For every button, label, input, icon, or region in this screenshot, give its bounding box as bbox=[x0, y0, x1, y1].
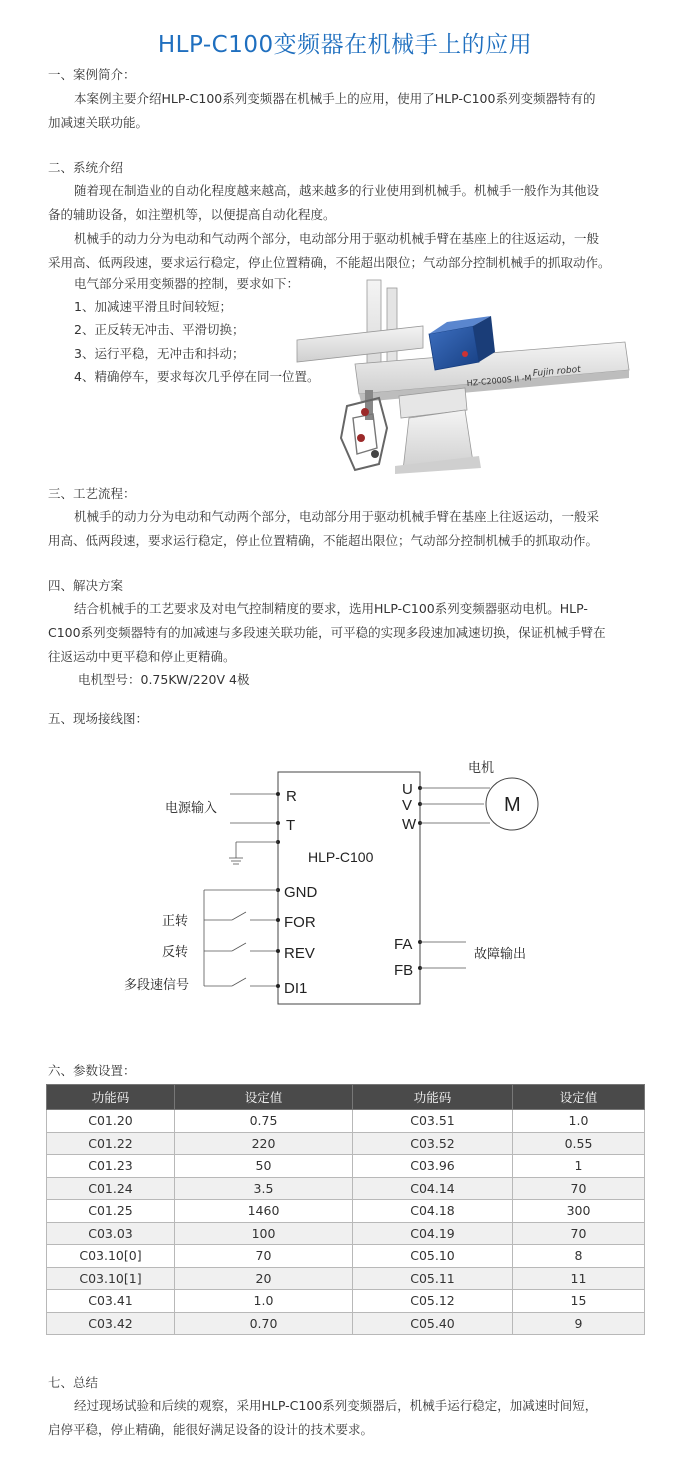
table-cell: C01.25 bbox=[47, 1200, 175, 1223]
terminal-fb: FB bbox=[394, 962, 414, 979]
reverse-label: 反转 bbox=[162, 944, 189, 959]
table-cell: C01.22 bbox=[47, 1132, 175, 1155]
table-cell: 70 bbox=[175, 1245, 353, 1268]
motor-symbol: M bbox=[504, 794, 521, 816]
wiring-diagram bbox=[110, 752, 590, 1042]
table-cell: C01.24 bbox=[47, 1177, 175, 1200]
paragraph-line: C100系列变频器特有的加减速与多段速关联功能，可平稳的实现多段速加减速切换，保证机械手臂在 bbox=[48, 625, 606, 640]
table-cell: 8 bbox=[513, 1245, 645, 1268]
table-cell: C03.03 bbox=[47, 1222, 175, 1245]
paragraph-line: 电气部分采用变频器的控制，要求如下： bbox=[74, 276, 300, 291]
table-cell: 220 bbox=[175, 1132, 353, 1155]
terminal-u: U bbox=[402, 781, 413, 798]
requirement-item: 3、运行平稳，无冲击和抖动； bbox=[74, 346, 245, 361]
terminal-gnd: GND bbox=[284, 884, 318, 901]
paragraph-line: 启停平稳，停止精确，能很好满足设备的设计的技术要求。 bbox=[48, 1422, 374, 1437]
table-header-row bbox=[47, 1085, 645, 1110]
table-cell: C03.10[1] bbox=[47, 1267, 175, 1290]
section-heading-solution: 四、解决方案 bbox=[48, 578, 124, 593]
header-code: 功能码 bbox=[353, 1085, 513, 1110]
table-cell: C03.10[0] bbox=[47, 1245, 175, 1268]
table-row bbox=[47, 1200, 645, 1223]
motor-model: 电机型号：0.75KW/220V 4极 bbox=[78, 672, 250, 687]
table-cell: C05.10 bbox=[353, 1245, 513, 1268]
robot-arm-photo bbox=[295, 278, 635, 474]
terminal-rev: REV bbox=[284, 945, 315, 962]
forward-label: 正转 bbox=[162, 913, 189, 928]
table-row bbox=[47, 1155, 645, 1178]
table-row bbox=[47, 1312, 645, 1335]
table-cell: C03.52 bbox=[353, 1132, 513, 1155]
table-cell: C01.20 bbox=[47, 1110, 175, 1133]
params-table bbox=[46, 1084, 645, 1335]
header-code: 功能码 bbox=[47, 1085, 175, 1110]
table-cell: C05.11 bbox=[353, 1267, 513, 1290]
section-heading-process: 三、工艺流程： bbox=[48, 486, 136, 501]
paragraph-line: 机械手的动力分为电动和气动两个部分，电动部分用于驱动机械手臂在基座上往返运动，一般采 bbox=[74, 509, 600, 524]
fault-output-label: 故障输出 bbox=[474, 946, 527, 961]
device-label: HLP-C100 bbox=[308, 849, 374, 865]
table-cell: 70 bbox=[513, 1177, 645, 1200]
section-heading-intro: 一、案例简介： bbox=[48, 67, 136, 82]
paragraph-line: 本案例主要介绍HLP-C100系列变频器在机械手上的应用，使用了HLP-C100系列变频器特有的 bbox=[74, 91, 596, 106]
section-heading-system: 二、系统介绍 bbox=[48, 160, 124, 175]
header-value: 设定值 bbox=[513, 1085, 645, 1110]
table-cell: 0.70 bbox=[175, 1312, 353, 1335]
terminal-di1: DI1 bbox=[284, 980, 308, 997]
table-cell: C05.12 bbox=[353, 1290, 513, 1313]
table-cell: C03.96 bbox=[353, 1155, 513, 1178]
table-cell: 1.0 bbox=[175, 1290, 353, 1313]
section-heading-wiring: 五、现场接线图： bbox=[48, 711, 149, 726]
table-row bbox=[47, 1110, 645, 1133]
paragraph-line: 经过现场试验和后续的观察，采用HLP-C100系列变频器后，机械手运行稳定，加减速时间短， bbox=[74, 1398, 598, 1413]
table-cell: 9 bbox=[513, 1312, 645, 1335]
robot-model-label: HZ-C2000S II -M bbox=[466, 373, 532, 388]
table-cell: 11 bbox=[513, 1267, 645, 1290]
table-cell: 15 bbox=[513, 1290, 645, 1313]
table-row bbox=[47, 1177, 645, 1200]
terminal-t: T bbox=[286, 817, 296, 834]
table-cell: C03.51 bbox=[353, 1110, 513, 1133]
table-cell: C04.14 bbox=[353, 1177, 513, 1200]
header-value: 设定值 bbox=[175, 1085, 353, 1110]
table-row bbox=[47, 1267, 645, 1290]
terminal-r: R bbox=[286, 788, 297, 805]
table-cell: C05.40 bbox=[353, 1312, 513, 1335]
table-cell: 0.75 bbox=[175, 1110, 353, 1133]
paragraph-line: 加减速关联功能。 bbox=[48, 115, 149, 130]
paragraph-line: 备的辅助设备，如注塑机等，以便提高自动化程度。 bbox=[48, 207, 336, 222]
table-cell: C01.23 bbox=[47, 1155, 175, 1178]
paragraph-line: 往返运动中更平稳和停止更精确。 bbox=[48, 649, 236, 664]
motor-label: 电机 bbox=[468, 760, 495, 775]
power-input-label: 电源输入 bbox=[165, 800, 218, 815]
section-heading-params: 六、参数设置： bbox=[48, 1063, 136, 1078]
table-cell: 1 bbox=[513, 1155, 645, 1178]
table-cell: 0.55 bbox=[513, 1132, 645, 1155]
terminal-v: V bbox=[402, 797, 413, 814]
table-cell: 300 bbox=[513, 1200, 645, 1223]
paragraph-line: 随着现在制造业的自动化程度越来越高，越来越多的行业使用到机械手。机械手一般作为其他设 bbox=[74, 183, 600, 198]
table-cell: 20 bbox=[175, 1267, 353, 1290]
terminal-for: FOR bbox=[284, 914, 316, 931]
requirement-item: 2、正反转无冲击、平滑切换； bbox=[74, 322, 245, 337]
paragraph-line: 采用高、低两段速，要求运行稳定，停止位置精确，不能超出限位；气动部分控制机械手的抓取动作。 bbox=[48, 255, 611, 270]
table-cell: C03.42 bbox=[47, 1312, 175, 1335]
table-row bbox=[47, 1290, 645, 1313]
table-row bbox=[47, 1222, 645, 1245]
multispeed-label: 多段速信号 bbox=[124, 977, 190, 992]
table-cell: 1460 bbox=[175, 1200, 353, 1223]
table-cell: C04.19 bbox=[353, 1222, 513, 1245]
terminal-fa: FA bbox=[394, 936, 413, 953]
paragraph-line: 机械手的动力分为电动和气动两个部分，电动部分用于驱动机械手臂在基座上的往返运动，一般 bbox=[74, 231, 600, 246]
table-cell: C03.41 bbox=[47, 1290, 175, 1313]
table-cell: 1.0 bbox=[513, 1110, 645, 1133]
terminal-w: W bbox=[402, 816, 417, 833]
paragraph-line: 结合机械手的工艺要求及对电气控制精度的要求，选用HLP-C100系列变频器驱动电机。HLP- bbox=[74, 601, 588, 616]
table-cell: 100 bbox=[175, 1222, 353, 1245]
table-cell: 70 bbox=[513, 1222, 645, 1245]
table-cell: 3.5 bbox=[175, 1177, 353, 1200]
section-heading-summary: 七、总结 bbox=[48, 1375, 99, 1390]
paragraph-line: 用高、低两段速，要求运行稳定，停止位置精确，不能超出限位；气动部分控制机械手的抓取动作。 bbox=[48, 533, 599, 548]
robot-brand-label: Fujin robot bbox=[532, 364, 582, 379]
table-row bbox=[47, 1132, 645, 1155]
table-row bbox=[47, 1245, 645, 1268]
requirement-item: 1、加减速平滑且时间较短； bbox=[74, 299, 232, 314]
table-cell: 50 bbox=[175, 1155, 353, 1178]
table-cell: C04.18 bbox=[353, 1200, 513, 1223]
requirement-item: 4、精确停车，要求每次几乎停在同一位置。 bbox=[74, 369, 320, 384]
page-title: HLP-C100变频器在机械手上的应用 bbox=[157, 32, 533, 58]
